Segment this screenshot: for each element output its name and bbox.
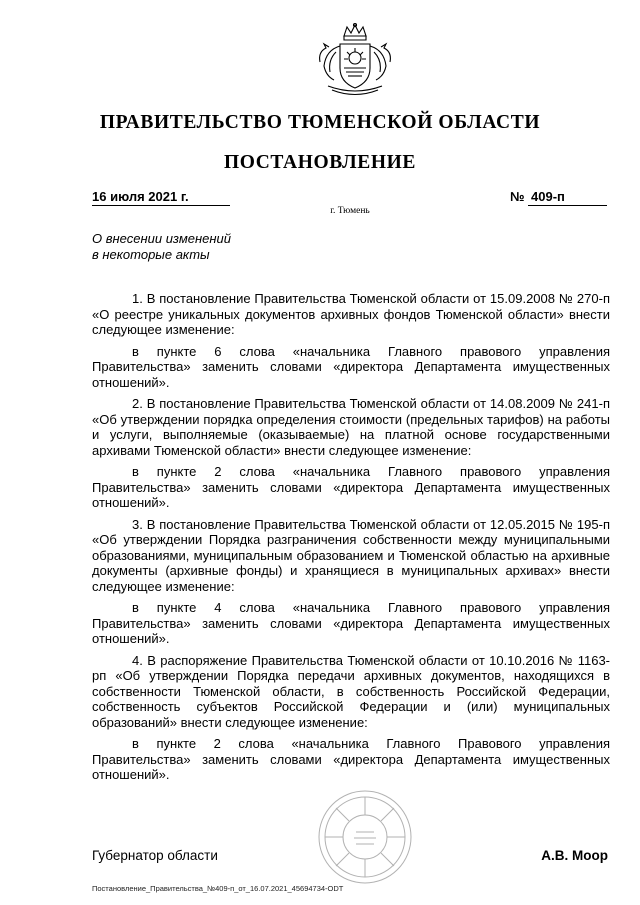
document-subject [92, 231, 231, 262]
number-sign: № [510, 189, 525, 204]
coat-of-arms-emblem [314, 22, 396, 100]
government-title: ПРАВИТЕЛЬСТВО ТЮМЕНСКОЙ ОБЛАСТИ [99, 112, 541, 133]
subject-line-1: О внесении изменений [92, 231, 231, 246]
document-type-title: ПОСТАНОВЛЕНИЕ [223, 152, 417, 173]
document-footer: Постановление_Правительства_№409-п_от_16.07.2021_45694734-ODT [92, 884, 344, 893]
signatory-title: Губернатор области [92, 848, 218, 863]
paragraph-2-change: в пункте 2 слова «начальника Главного правового управления Правительства» заменить словами «директора Департамента имущественных отношений». [92, 464, 610, 510]
document-body [92, 291, 610, 789]
electronic-signature-stamp [316, 788, 414, 886]
signatory-name: А.В. Моор [541, 848, 608, 863]
paragraph-2: 2. В постановление Правительства Тюменской области от 14.08.2009 № 241-п «Об утверждении порядка определения стоимости (предельных тарифов) на работы и услуги, выполняемые (оказываемые) на платной основе государственными архивами Тюменской области» внести следующее изменение: [92, 396, 610, 458]
paragraph-4-change: в пункте 2 слова «начальника Главного Правового управления Правительства» заменить словами «директора Департамента имущественных отношений». [92, 736, 610, 782]
paragraph-4: 4. В распоряжение Правительства Тюменской области от 10.10.2016 № 1163-рп «Об утверждении Порядка передачи архивных документов, находящихся в собственности Тюменской области, в собственность Российской Федерации, собственность субъектов Российской Федерации и (или) муниципальных образований» внести следующее изменение: [92, 652, 610, 730]
paragraph-1-change: в пункте 6 слова «начальника Главного правового управления Правительства» заменить словами «директора Департамента имущественных отношений». [92, 343, 610, 390]
paragraph-3: 3. В постановление Правительства Тюменской области от 12.05.2015 № 195-п «Об утверждении Порядка разграничения собственности между муниципальными образованиями, муниципальным образованием и Тюменской областью на архивные документы (архивные фонды) и хранящиеся в муниципальных архивах» внести следующее изменение: [92, 516, 610, 594]
subject-line-2: в некоторые акты [92, 246, 210, 262]
document-number: 409-п [528, 189, 607, 206]
paragraph-1: 1. В постановление Правительства Тюменской области от 15.09.2008 № 270-п «О реестре уникальных документов архивных фондов Тюменской области» внести следующее изменение: [92, 291, 610, 337]
document-city: г. Тюмень [330, 206, 370, 216]
paragraph-3-change: в пункте 4 слова «начальника Главного правового управления Правительства» заменить словами «директора Департамента имущественных отношений». [92, 600, 610, 646]
document-date: 16 июля 2021 г. [92, 189, 230, 206]
